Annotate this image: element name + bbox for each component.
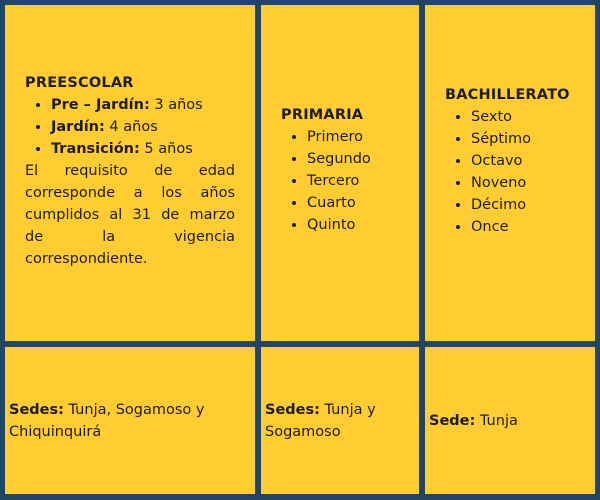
bachillerato-sedes-cell (425, 347, 595, 494)
age-requirement-note: El requisito de edad corresponde a los años cumplidos al 31 de marzo de la vigencia correspondiente. (25, 163, 235, 267)
list-item: • Octavo (471, 150, 587, 172)
list-item (51, 94, 235, 116)
list-item-label: Pre – Jardín: (51, 97, 150, 113)
primaria-sedes (265, 399, 411, 443)
list-item-value: 5 años (144, 141, 193, 157)
preescolar-content (25, 72, 235, 270)
list-item-label: Transición: (51, 141, 140, 157)
primaria-cell (261, 5, 419, 341)
list-item: • Noveno (471, 172, 587, 194)
bachillerato-cell (425, 5, 595, 341)
list-item (51, 138, 235, 160)
preescolar-title: PREESCOLAR (25, 75, 134, 91)
list-item: • Séptimo (471, 128, 587, 150)
primaria-title: PRIMARIA (281, 107, 364, 123)
bachillerato-title: BACHILLERATO (445, 87, 570, 103)
bachillerato-content (445, 84, 587, 238)
preescolar-sedes-cell (5, 347, 255, 494)
bachillerato-list (445, 106, 587, 238)
primaria-content (281, 104, 411, 236)
list-item-value: 4 años (109, 119, 158, 135)
preescolar-cell (5, 5, 255, 341)
list-item: • Sexto (471, 106, 587, 128)
list-item-value: 3 años (154, 97, 203, 113)
bachillerato-sedes (429, 410, 587, 432)
primaria-list (281, 126, 411, 236)
list-item: • Segundo (307, 148, 411, 170)
list-item: • Tercero (307, 170, 411, 192)
preescolar-sedes (9, 399, 247, 443)
sedes-value: Tunja y Sogamoso (265, 401, 376, 440)
list-item: • Quinto (307, 214, 411, 236)
list-item (51, 116, 235, 138)
sedes-value: Tunja (479, 412, 518, 429)
sedes-label: Sedes: (265, 401, 320, 418)
sedes-value: Tunja, Sogamoso y Chiquinquirá (9, 401, 205, 440)
primaria-sedes-cell (261, 347, 419, 494)
list-item: • Cuarto (307, 192, 411, 214)
list-item: • Décimo (471, 194, 587, 216)
list-item: • Primero (307, 126, 411, 148)
preescolar-list (25, 94, 235, 160)
sedes-label: Sede: (429, 412, 476, 429)
list-item-label: Jardín: (51, 119, 105, 135)
list-item: • Once (471, 216, 587, 238)
sedes-label: Sedes: (9, 401, 64, 418)
